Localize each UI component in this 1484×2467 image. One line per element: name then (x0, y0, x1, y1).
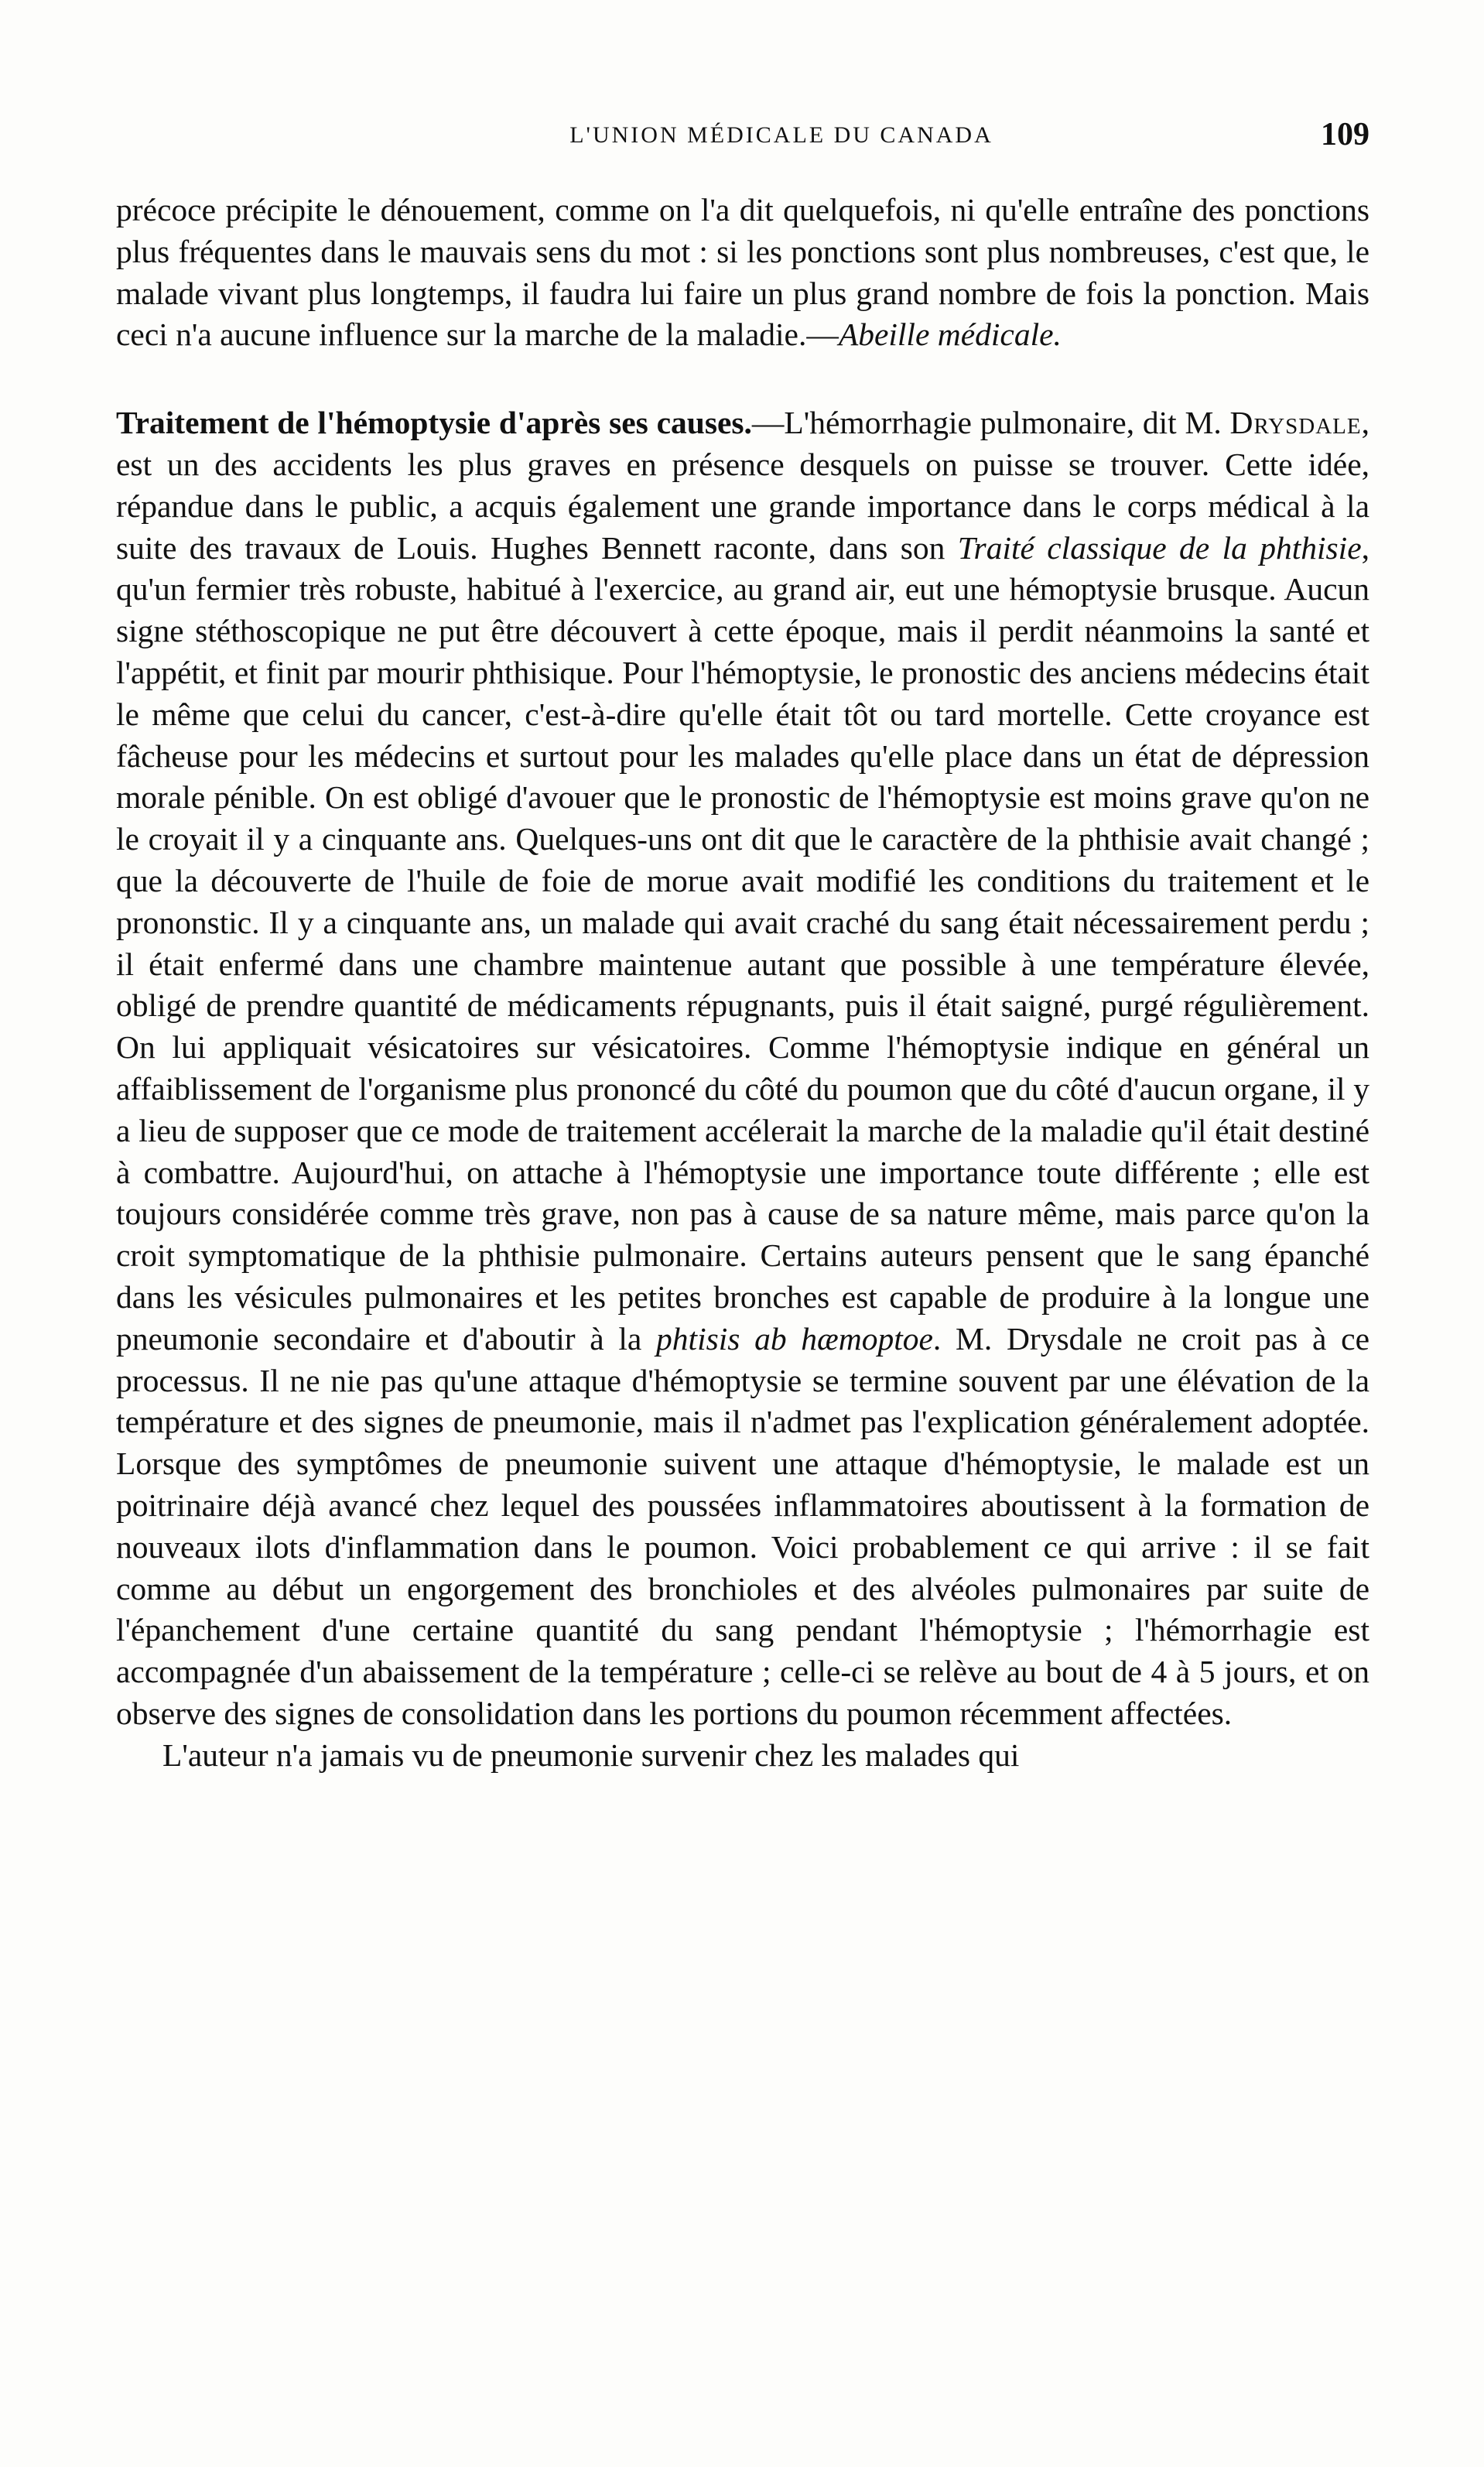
book-title: Traité classique de la phthisie (957, 529, 1362, 566)
running-head (193, 116, 1369, 163)
article-text-c: , qu'un fermier très robuste, habitué à l'exercice, au grand air, eut une hémoptysie brusque. Aucun signe stéthoscopique ne put être découvert à cette époque, mais il perdit néanmoins la santé et l'appétit, et finit par mourir phthisique. Pour l'hémoptysie, le pronostic des anciens médecins était le même que celui du cancer, c'est-à-dire qu'elle était tôt ou tard mortelle. Cette croyance est fâcheuse pour les médecins et surtout pour les malades qu'elle place dans un état de dépression morale pénible. On est obligé d'avouer que le pronostic de l'hémoptysie est moins grave qu'on ne le croyait il y a cinquante ans. Quelques-uns ont dit que le caractère de la phthisie avait changé ; que la découverte de l'huile de foie de morue avait modifié les conditions du traitement et le prononstic. Il y a cinquante ans, un malade qui avait craché du sang était nécessairement perdu ; il était enfermé dans une chambre maintenue autant que possible à une température élevée, obligé de prendre quantité de médicaments répugnants, puis il était saigné, purgé régulièrement. On lui appliquait vésicatoires sur vésicatoires. Comme l'hémoptysie indique en général un affaiblissement de l'organisme plus prononcé du côté du poumon que du côté d'aucun organe, il y a lieu de supposer que ce mode de traitement accélerait la marche de la maladie qu'il était destiné à combattre. Aujourd'hui, on attache à l'hémoptysie une importance toute différente ; elle est toujours considérée comme très grave, non pas à cause de sa nature même, mais parce qu'on la croit symptomatique de la phthisie pulmonaire. Certains auteurs pensent que le sang épanché dans les vésicules pulmonaires et les petites bronches est capable de produire à la longue une pneumonie secondaire et d'aboutir à la (116, 529, 1369, 1357)
latin-term: phtisis ab hæmoptoe (656, 1320, 933, 1357)
journal-title: L'UNION MÉDICALE DU CANADA (569, 122, 993, 148)
article-text-d: . M. Drysdale ne croit pas à ce processus. Il ne nie pas qu'une attaque d'hémoptysie se termine souvent par une élévation de la température et des signes de pneumonie, mais il n'admet pas l'explication généralement adoptée. Lorsque des symptômes de pneumonie suivent une attaque d'hémoptysie, le malade est un poitrinaire déjà avancé chez lequel des poussées inflammatoires aboutissent à la formation de nouveaux ilots d'inflammation dans le poumon. Voici probablement ce qui arrive : il se fait comme au début un engorgement des bronchioles et des alvéoles pulmonaires par suite de l'épanchement d'une certaine quantité du sang pendant l'hémoptysie ; l'hémorrhagie est accompagnée d'un abaissement de la température ; celle-ci se relève au bout de 4 à 5 jours, et on observe des signes de consolidation dans les portions du poumon récemment affectées. (116, 1320, 1369, 1731)
article-text-b: , est un des accidents les plus graves en présence desquels on puisse se trouver. Cette idée, répandue dans le public, a acquis également une grande importance dans le corps médical à la suite des travaux de Louis. Hughes Bennett raconte, dans son (116, 405, 1369, 566)
article-hemoptysie (116, 402, 1369, 1735)
paragraph-auteur: L'auteur n'a jamais vu de pneumonie survenir chez les malades qui (162, 1736, 1020, 1773)
page-body (116, 190, 1369, 1776)
source-citation: Abeille médicale. (838, 317, 1062, 353)
article-text-a: —L'hémorrhagie pulmonaire, dit M. (751, 405, 1230, 441)
paragraph-text: précoce précipite le dénouement, comme on l'a dit quelquefois, ni qu'elle entraîne des ponctions plus fréquentes dans le mauvais sens du mot : si les ponctions sont plus nombreuses, c'est que, le malade vivant plus longtemps, il faudra lui faire un plus grand nombre de fois la ponction. Mais ceci n'a aucune influence sur la marche de la maladie.— (116, 192, 1369, 353)
article-heading: Traitement de l'hémoptysie d'après ses causes. (116, 405, 752, 441)
paragraph-abeille (116, 190, 1369, 356)
page-number: 109 (1321, 117, 1369, 152)
author-name: Drysdale (1229, 405, 1362, 441)
